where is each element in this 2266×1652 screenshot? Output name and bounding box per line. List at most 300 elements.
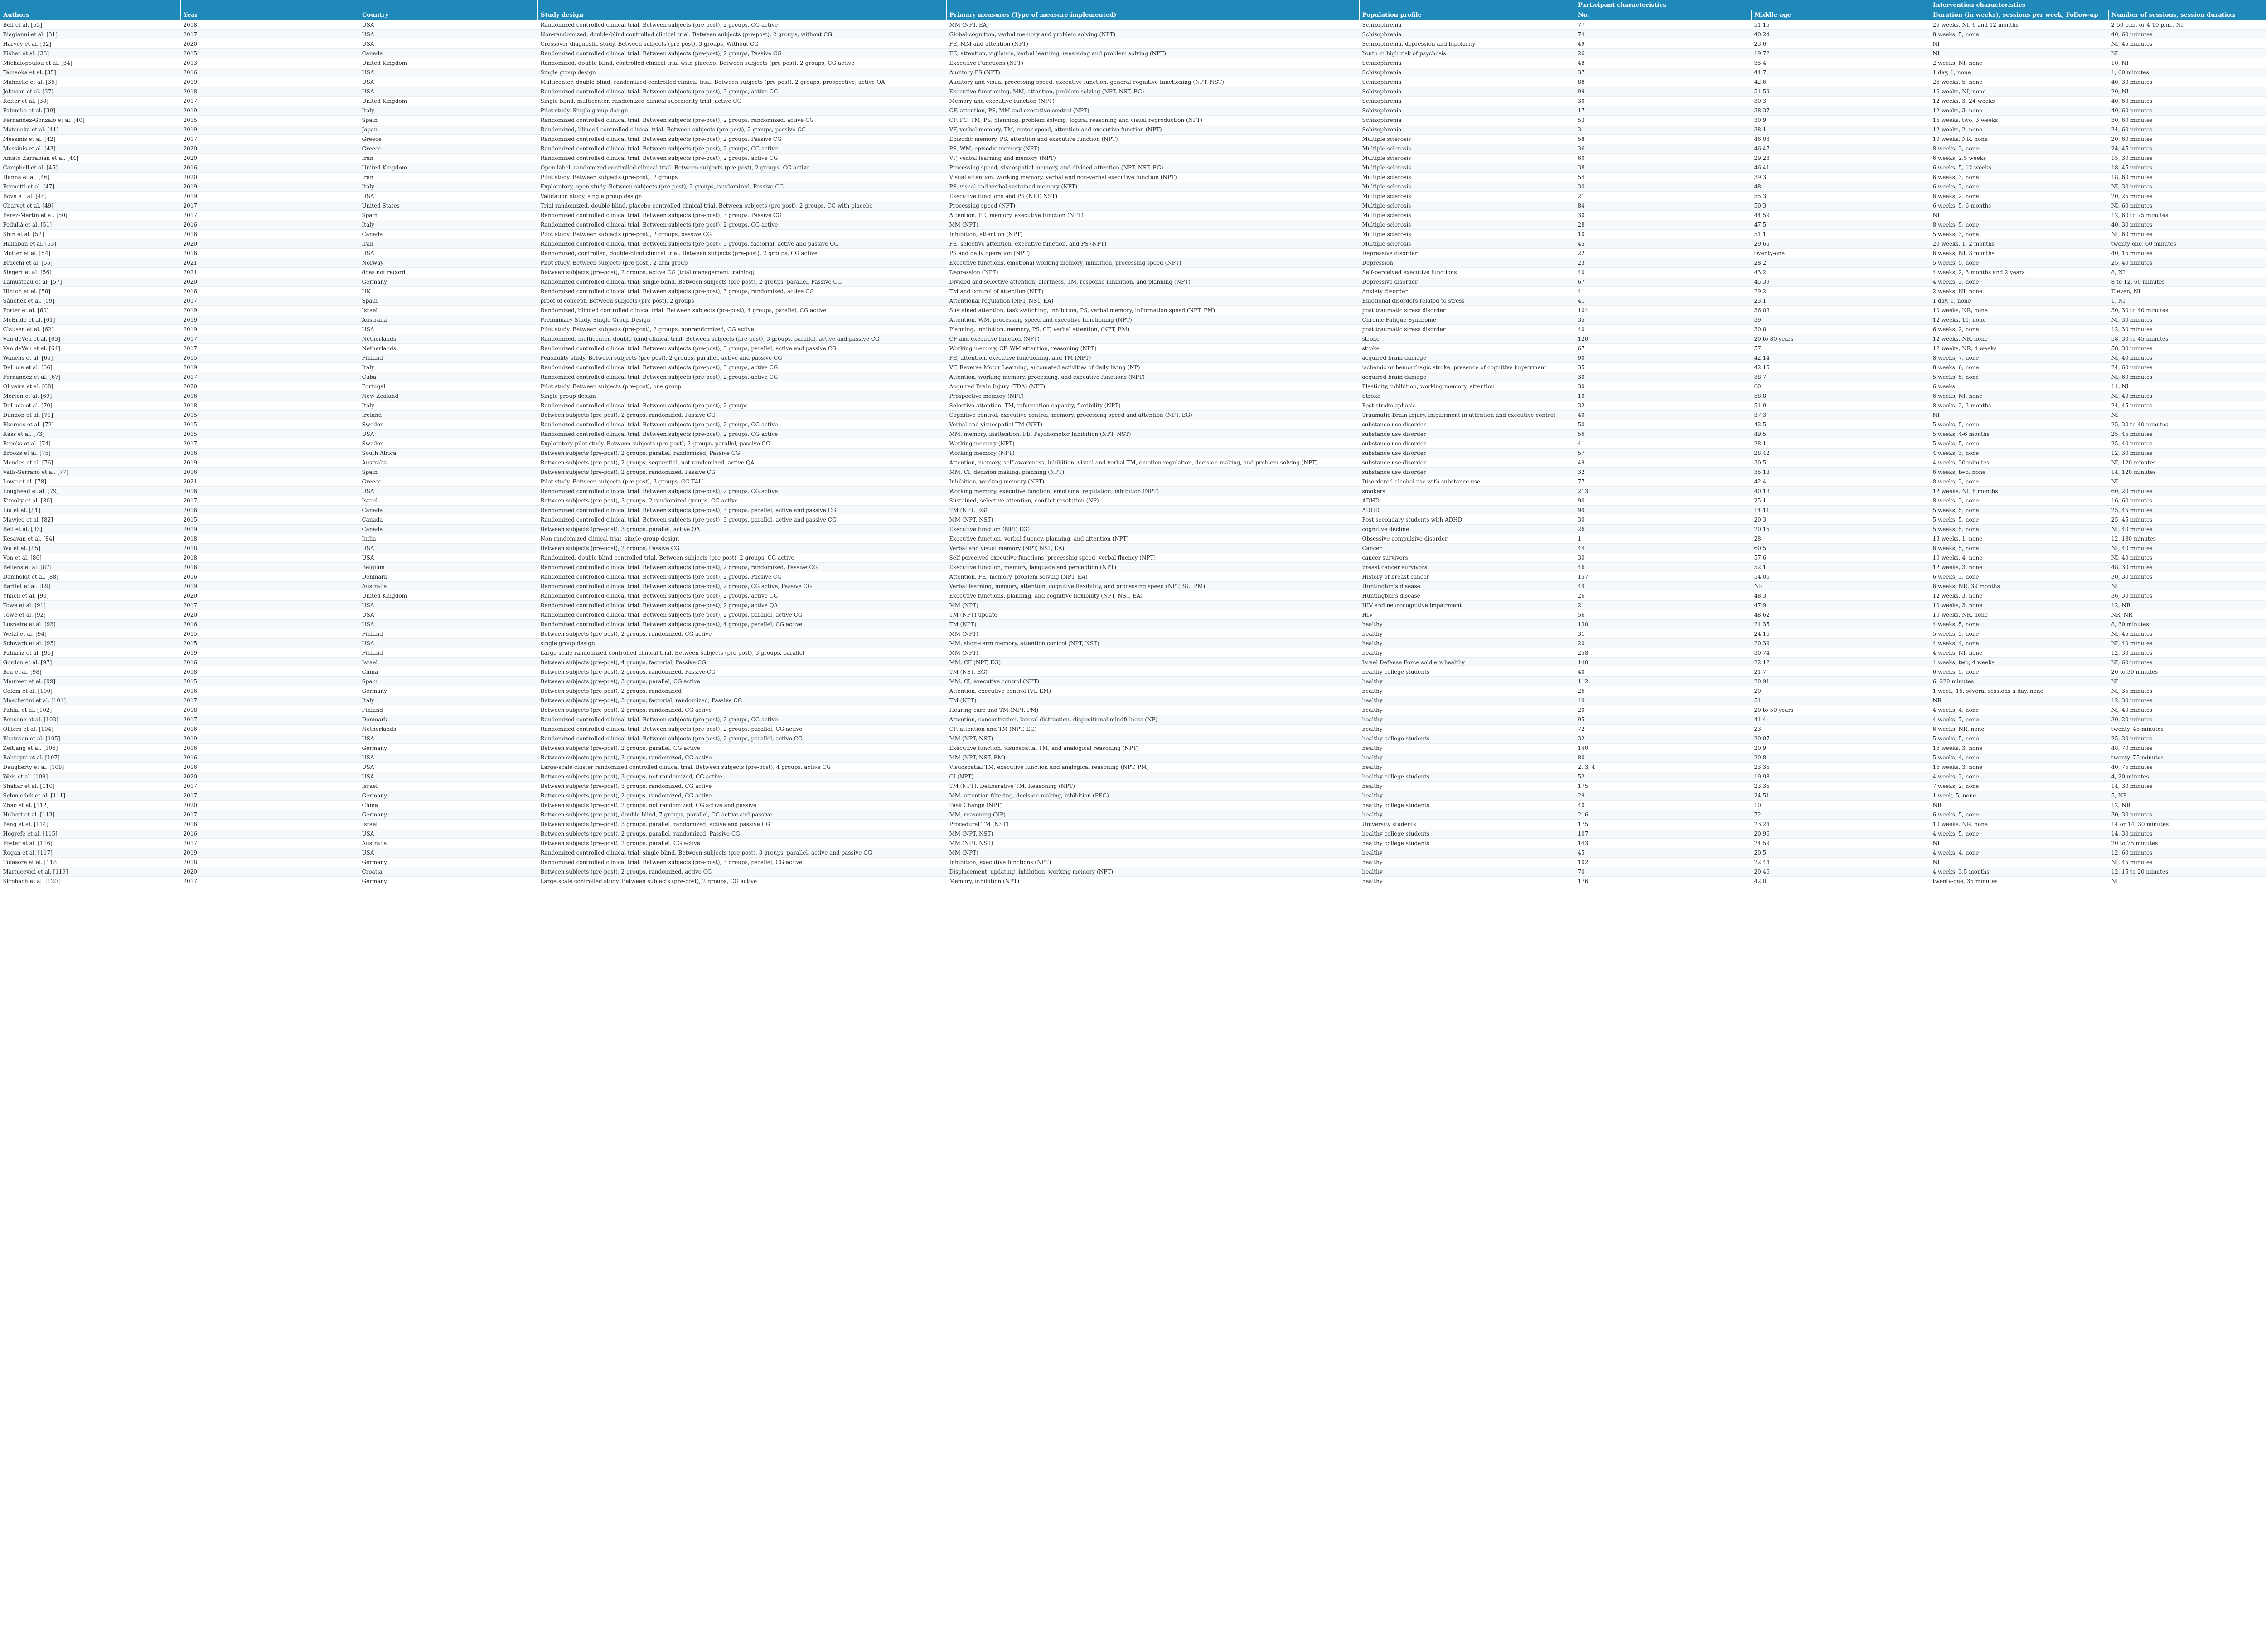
- table-row: [0, 353, 2266, 363]
- table-row: [0, 667, 2266, 677]
- year-cell: 2017: [181, 791, 359, 801]
- study-design-cell: Pilot study. Between subjects (pre-post), 2 groups, nonrandomized, CG active: [538, 325, 947, 334]
- authors-cell: Van deVen et al. [64]: [0, 344, 181, 353]
- population-profile-cell: Stroke: [1360, 391, 1575, 401]
- year-cell: 2020: [181, 610, 359, 620]
- primary-measures-cell: Executive function, memory, language and perception (NPT): [947, 563, 1360, 572]
- population-profile-cell: University students: [1360, 820, 1575, 829]
- sessions-cell: 14, 30 minutes: [2109, 829, 2266, 839]
- number-cell: 95: [1575, 715, 1752, 725]
- number-cell: 45: [1575, 239, 1752, 249]
- sessions-cell: 12, 30 minutes: [2109, 449, 2266, 458]
- duration-cell: 5 weeks, 5, none: [1930, 420, 2109, 430]
- country-cell: USA: [359, 601, 538, 610]
- table-row: [0, 744, 2266, 753]
- duration-cell: 5 weeks, 4, none: [1930, 753, 2109, 763]
- study-design-cell: Randomized controlled clinical trial. Between subjects (pre-post), 2 groups, CG active: [538, 715, 947, 725]
- study-design-cell: Between subjects (pre-post), 2 groups, randomized, Passive CG: [538, 411, 947, 420]
- population-profile-cell: healthy: [1360, 848, 1575, 858]
- duration-cell: 12 weeks, 3, none: [1930, 591, 2109, 601]
- sessions-cell: twenty, 45 minutes: [2109, 725, 2266, 734]
- population-profile-cell: Plasticity, inhibition, working memory, attention: [1360, 382, 1575, 391]
- duration-cell: 10 weeks, 4, none: [1930, 553, 2109, 563]
- authors-cell: Bellens et al. [87]: [0, 563, 181, 572]
- sessions-cell: NI: [2109, 411, 2266, 420]
- sessions-cell: NI, 60 minutes: [2109, 658, 2266, 667]
- primary-measures-cell: Working memory, executive function, emotional regulation, inhibition (NPT): [947, 487, 1360, 496]
- year-cell: 2019: [181, 848, 359, 858]
- authors-cell: Wanens et al. [65]: [0, 353, 181, 363]
- primary-measures-cell: Inhibition, working memory (NPT): [947, 477, 1360, 487]
- duration-cell: 20 weeks, 1, 2 months: [1930, 239, 2109, 249]
- population-profile-cell: Depressive disorder: [1360, 249, 1575, 258]
- authors-cell: Colom et al. [100]: [0, 686, 181, 696]
- number-cell: 84: [1575, 201, 1752, 211]
- middle-age-cell: 42.15: [1752, 363, 1930, 372]
- table-row: [0, 791, 2266, 801]
- table-row: [0, 411, 2266, 420]
- number-cell: 67: [1575, 344, 1752, 353]
- study-design-cell: Exploratory pilot study. Between subjects (pre-post), 2 groups, parallel, passive CG: [538, 439, 947, 449]
- table-row: [0, 192, 2266, 201]
- year-cell: 2017: [181, 334, 359, 344]
- study-design-cell: Randomized controlled clinical trial. Between subjects (pre-post), 3 groups, Passive CG: [538, 211, 947, 220]
- country-cell: USA: [359, 829, 538, 839]
- country-cell: USA: [359, 487, 538, 496]
- study-design-cell: Randomized controlled clinical trial. Between subjects (pre-post), 2 groups: [538, 401, 947, 411]
- population-profile-cell: History of breast cancer: [1360, 572, 1575, 582]
- year-cell: 2020: [181, 801, 359, 810]
- study-design-cell: Randomized controlled clinical trial. Between subjects (pre-post), 2 groups, parallel, CG active: [538, 725, 947, 734]
- study-design-cell: Randomized controlled clinical trial. Between subjects (pre-post), 2 groups, Passive CG: [538, 49, 947, 58]
- sessions-cell: twenty, 75 minutes: [2109, 753, 2266, 763]
- primary-measures-cell: Task Change (NPT): [947, 801, 1360, 810]
- population-profile-cell: Multiple sclerosis: [1360, 201, 1575, 211]
- primary-measures-cell: MM (NPT, NST): [947, 734, 1360, 744]
- study-design-cell: Randomized controlled clinical trial. Between subjects (pre-post), 2 groups, CG active: [538, 430, 947, 439]
- sessions-cell: 15, 30 minutes: [2109, 154, 2266, 163]
- table-row: [0, 77, 2266, 87]
- middle-age-cell: 44.59: [1752, 211, 1930, 220]
- authors-cell: Pahlanz et al. [96]: [0, 648, 181, 658]
- primary-measures-cell: PS and daily operation (NPT): [947, 249, 1360, 258]
- table-row: [0, 344, 2266, 353]
- year-cell: 2019: [181, 582, 359, 591]
- country-cell: USA: [359, 249, 538, 258]
- study-design-cell: Open-label, randomized controlled clinical trial. Between subjects (pre-post), 2 groups, CG active: [538, 163, 947, 173]
- country-cell: Israel: [359, 782, 538, 791]
- authors-cell: Mawjee et al. [82]: [0, 515, 181, 525]
- sessions-cell: 24, 60 minutes: [2109, 363, 2266, 372]
- study-design-cell: Between subjects (pre-post), 3 groups, randomized, CG active: [538, 782, 947, 791]
- number-cell: 104: [1575, 306, 1752, 315]
- primary-measures-cell: VF, verbal memory, TM, motor speed, attention and executive function (NPT): [947, 125, 1360, 135]
- primary-measures-cell: MM (NPT, NST): [947, 829, 1360, 839]
- country-cell: USA: [359, 610, 538, 620]
- sessions-cell: NI, 45 minutes: [2109, 858, 2266, 867]
- sessions-cell: 11, NI: [2109, 382, 2266, 391]
- duration-cell: 8 weeks, 6, none: [1930, 363, 2109, 372]
- primary-measures-cell: Displacement, updating, inhibition, working memory (NPT): [947, 867, 1360, 877]
- year-cell: 2015: [181, 116, 359, 125]
- number-cell: 49: [1575, 458, 1752, 468]
- year-cell: 2019: [181, 734, 359, 744]
- year-cell: 2021: [181, 268, 359, 277]
- middle-age-cell: 20.9: [1752, 744, 1930, 753]
- middle-age-cell: 20 to 50 years: [1752, 705, 1930, 715]
- year-cell: 2016: [181, 620, 359, 629]
- authors-cell: Hubert et al. [113]: [0, 810, 181, 820]
- middle-age-cell: 20.91: [1752, 677, 1930, 686]
- study-design-cell: Between subjects (pre-post), 2 groups, randomized, CG active: [538, 705, 947, 715]
- authors-cell: Hinton et al. [58]: [0, 287, 181, 296]
- number-cell: 20: [1575, 639, 1752, 648]
- number-cell: 29: [1575, 791, 1752, 801]
- duration-cell: 4 weeks, 3, none: [1930, 277, 2109, 287]
- country-cell: Denmark: [359, 572, 538, 582]
- middle-age-cell: 40.18: [1752, 487, 1930, 496]
- population-profile-cell: healthy: [1360, 705, 1575, 715]
- table-row: [0, 610, 2266, 620]
- country-cell: Italy: [359, 363, 538, 372]
- sessions-cell: 25, 45 minutes: [2109, 515, 2266, 525]
- duration-cell: NI: [1930, 839, 2109, 848]
- number-cell: 35: [1575, 363, 1752, 372]
- sessions-cell: 40, 60 minutes: [2109, 97, 2266, 106]
- sessions-cell: NI, 40 minutes: [2109, 705, 2266, 715]
- primary-measures-cell: Memory and executive function (NPT): [947, 97, 1360, 106]
- number-cell: 30: [1575, 382, 1752, 391]
- duration-cell: 6 weeks, 2, none: [1930, 192, 2109, 201]
- study-design-cell: Between subjects (pre-post), 3 groups, parallel, randomized, active and passive CG: [538, 820, 947, 829]
- sessions-cell: 12, NR: [2109, 801, 2266, 810]
- authors-cell: Liu et al. [81]: [0, 506, 181, 515]
- middle-age-cell: 51: [1752, 696, 1930, 705]
- population-profile-cell: Self-perceived executive functions: [1360, 268, 1575, 277]
- population-profile-cell: acquired brain damage: [1360, 372, 1575, 382]
- col-header-primary-measures: Primary measures (Type of measure implemented): [947, 0, 1360, 20]
- study-design-cell: Between subjects (pre-post), 3 groups, factorial, randomized, Passive CG: [538, 696, 947, 705]
- country-cell: USA: [359, 639, 538, 648]
- sessions-cell: 12, NR: [2109, 601, 2266, 610]
- authors-cell: Yhnell et al. [90]: [0, 591, 181, 601]
- duration-cell: NI: [1930, 858, 2109, 867]
- country-cell: Israel: [359, 820, 538, 829]
- sessions-cell: 2-50 p.m. or 4-10 p.m., NI: [2109, 20, 2266, 30]
- middle-age-cell: 30.3: [1752, 97, 1930, 106]
- primary-measures-cell: PS, WM, episodic memory (NPT): [947, 144, 1360, 154]
- year-cell: 2020: [181, 239, 359, 249]
- middle-age-cell: 55.3: [1752, 192, 1930, 201]
- number-cell: 46: [1575, 563, 1752, 572]
- primary-measures-cell: TM (NPT) update: [947, 610, 1360, 620]
- primary-measures-cell: Attention, WM, processing speed and executive functioning (NPT): [947, 315, 1360, 325]
- number-cell: 22: [1575, 249, 1752, 258]
- number-cell: 143: [1575, 839, 1752, 848]
- country-cell: Germany: [359, 810, 538, 820]
- number-cell: 10: [1575, 230, 1752, 239]
- authors-cell: Amato Zarrabian et al. [44]: [0, 154, 181, 163]
- year-cell: 2017: [181, 782, 359, 791]
- year-cell: 2021: [181, 258, 359, 268]
- year-cell: 2021: [181, 477, 359, 487]
- population-profile-cell: Depressive disorder: [1360, 277, 1575, 287]
- col-header-year: Year: [181, 0, 359, 20]
- middle-age-cell: 24.51: [1752, 791, 1930, 801]
- country-cell: Italy: [359, 220, 538, 230]
- year-cell: 2017: [181, 877, 359, 886]
- population-profile-cell: healthy: [1360, 858, 1575, 867]
- table-row: [0, 458, 2266, 468]
- sessions-cell: 20 to 75 minutes: [2109, 839, 2266, 848]
- duration-cell: 5 weeks, 5, none: [1930, 439, 2109, 449]
- middle-age-cell: 20 to 80 years: [1752, 334, 1930, 344]
- duration-cell: 6 weeks, 3, none: [1930, 173, 2109, 182]
- table-row: [0, 686, 2266, 696]
- primary-measures-cell: MM (NPT): [947, 629, 1360, 639]
- population-profile-cell: Schizophrenia: [1360, 20, 1575, 30]
- number-cell: 36: [1575, 144, 1752, 154]
- population-profile-cell: cognitive decline: [1360, 525, 1575, 534]
- study-design-cell: Randomized, controlled, double-blind clinical trial. Between subjects (pre-post), 2 groups, CG active: [538, 249, 947, 258]
- duration-cell: 6 weeks, NR, none: [1930, 725, 2109, 734]
- number-cell: 30: [1575, 97, 1752, 106]
- authors-cell: Von et al. [86]: [0, 553, 181, 563]
- country-cell: USA: [359, 20, 538, 30]
- duration-cell: 6 weeks, 2.5 weeks: [1930, 154, 2109, 163]
- year-cell: 2017: [181, 135, 359, 144]
- country-cell: USA: [359, 553, 538, 563]
- sessions-cell: 48, 70 minutes: [2109, 744, 2266, 753]
- duration-cell: 8 weeks, 2, none: [1930, 477, 2109, 487]
- country-cell: United States: [359, 201, 538, 211]
- sessions-cell: 30, 30 minutes: [2109, 810, 2266, 820]
- authors-cell: Porter et al. [60]: [0, 306, 181, 315]
- duration-cell: 4 weeks, 3, none: [1930, 449, 2109, 458]
- duration-cell: 8 weeks, 7, none: [1930, 353, 2109, 363]
- table-row: [0, 715, 2266, 725]
- country-cell: USA: [359, 734, 538, 744]
- authors-cell: Bove e t al. [48]: [0, 192, 181, 201]
- population-profile-cell: healthy: [1360, 648, 1575, 658]
- country-cell: Israel: [359, 658, 538, 667]
- duration-cell: 4 weeks, 3, none: [1930, 772, 2109, 782]
- number-cell: 40: [1575, 667, 1752, 677]
- study-design-cell: Non-randomized, double-blind controlled clinical trial. Between subjects (pre-post), 2 groups, without CG: [538, 30, 947, 39]
- col-header-country: Country: [359, 0, 538, 20]
- table-row: [0, 287, 2266, 296]
- duration-cell: 7 weeks, 2, none: [1930, 782, 2109, 791]
- study-design-cell: Between subjects (pre-post), 3 groups, not randomized, CG active: [538, 772, 947, 782]
- population-profile-cell: Huntington's disease: [1360, 591, 1575, 601]
- number-cell: 40: [1575, 268, 1752, 277]
- authors-cell: Kesavan et al. [84]: [0, 534, 181, 544]
- table-row: [0, 487, 2266, 496]
- sessions-cell: 30, 60 minutes: [2109, 116, 2266, 125]
- year-cell: 2015: [181, 430, 359, 439]
- primary-measures-cell: MM, CI, executive control (NPT): [947, 677, 1360, 686]
- primary-measures-cell: Processing speed, visuospatial memory, and divided attention (NPT, NST, EG): [947, 163, 1360, 173]
- sessions-cell: 40, 15 minutes: [2109, 249, 2266, 258]
- primary-measures-cell: Executive function (NPT, EG): [947, 525, 1360, 534]
- country-cell: USA: [359, 848, 538, 858]
- study-design-cell: Between subjects (pre-post), 2 groups, parallel, randomized, Passive CG: [538, 449, 947, 458]
- number-cell: 41: [1575, 439, 1752, 449]
- population-profile-cell: Depression: [1360, 258, 1575, 268]
- authors-cell: Pahlal et al. [102]: [0, 705, 181, 715]
- primary-measures-cell: Acquired Brain Injury (TDA) (NPT): [947, 382, 1360, 391]
- population-profile-cell: Multiple sclerosis: [1360, 154, 1575, 163]
- table-row: [0, 620, 2266, 629]
- study-design-cell: Between subjects (pre-post), 2 groups, Passive CG: [538, 544, 947, 553]
- population-profile-cell: Disordered alcohol use with substance use: [1360, 477, 1575, 487]
- primary-measures-cell: Memory, inhibition (NPT): [947, 877, 1360, 886]
- table-row: [0, 296, 2266, 306]
- number-cell: 44: [1575, 544, 1752, 553]
- population-profile-cell: Multiple sclerosis: [1360, 144, 1575, 154]
- sessions-cell: 60, 20 minutes: [2109, 487, 2266, 496]
- authors-cell: Wetzl et al. [94]: [0, 629, 181, 639]
- year-cell: 2016: [181, 563, 359, 572]
- middle-age-cell: 42.14: [1752, 353, 1930, 363]
- study-design-cell: Randomized controlled clinical trial. Between subjects (pre-post), 2 groups, active CG: [538, 372, 947, 382]
- study-design-cell: Randomized controlled clinical trial. Between subjects (pre-post), 2 groups, randomized, active CG: [538, 116, 947, 125]
- study-design-cell: Pilot study. Between subjects (pre-post), one group: [538, 382, 947, 391]
- table-row: [0, 725, 2266, 734]
- primary-measures-cell: FE, selective attention, executive function, and PS (NPT): [947, 239, 1360, 249]
- duration-cell: 4 weeks, 3.5 months: [1930, 867, 2109, 877]
- year-cell: 2020: [181, 39, 359, 49]
- authors-cell: Lowe et al. [78]: [0, 477, 181, 487]
- primary-measures-cell: MM (NPT): [947, 648, 1360, 658]
- country-cell: Netherlands: [359, 725, 538, 734]
- table-row: [0, 239, 2266, 249]
- country-cell: Australia: [359, 582, 538, 591]
- number-cell: 48: [1575, 58, 1752, 68]
- year-cell: 2019: [181, 325, 359, 334]
- sessions-cell: NI, 30 minutes: [2109, 182, 2266, 192]
- year-cell: 2018: [181, 544, 359, 553]
- study-design-cell: Randomized, multicenter, double-blind clinical trial. Between subjects (pre-post), 3 groups, parallel, active and passive CG: [538, 334, 947, 344]
- sessions-cell: NI, 40 minutes: [2109, 639, 2266, 648]
- year-cell: 2016: [181, 220, 359, 230]
- study-design-cell: Randomized, blinded controlled clinical trial. Between subjects (pre-post), 2 groups, passive CG: [538, 125, 947, 135]
- year-cell: 2015: [181, 515, 359, 525]
- year-cell: 2018: [181, 534, 359, 544]
- number-cell: 30: [1575, 211, 1752, 220]
- table-row: [0, 173, 2266, 182]
- country-cell: United Kingdom: [359, 58, 538, 68]
- year-cell: 2017: [181, 496, 359, 506]
- number-cell: 72: [1575, 725, 1752, 734]
- sessions-cell: 25, 40 minutes: [2109, 258, 2266, 268]
- table-row: [0, 268, 2266, 277]
- table-row: [0, 277, 2266, 287]
- table-row: [0, 325, 2266, 334]
- number-cell: 21: [1575, 192, 1752, 201]
- population-profile-cell: Schizophrenia, depression and bipolarity: [1360, 39, 1575, 49]
- primary-measures-cell: Attentional regulation (NPT, NST, EA): [947, 296, 1360, 306]
- population-profile-cell: Huntington's disease: [1360, 582, 1575, 591]
- duration-cell: NI: [1930, 411, 2109, 420]
- authors-cell: Martucevici et al. [119]: [0, 867, 181, 877]
- study-design-cell: Between subjects (pre-post), 2 groups, parallel, randomized, Passive CG: [538, 829, 947, 839]
- population-profile-cell: healthy: [1360, 791, 1575, 801]
- study-design-cell: Randomized, blinded controlled clinical trial. Between subjects (pre-post), 4 groups, parallel, CG active: [538, 306, 947, 315]
- authors-cell: Hogrefe et al. [115]: [0, 829, 181, 839]
- population-profile-cell: post traumatic stress disorder: [1360, 306, 1575, 315]
- year-cell: 2020: [181, 154, 359, 163]
- authors-cell: Bahreyni et al. [107]: [0, 753, 181, 763]
- population-profile-cell: Youth in high risk of psychosis: [1360, 49, 1575, 58]
- authors-cell: Sánchez et al. [59]: [0, 296, 181, 306]
- table-row: [0, 49, 2266, 58]
- table-row: [0, 258, 2266, 268]
- year-cell: 2016: [181, 287, 359, 296]
- sessions-cell: 20 to 30 minutes: [2109, 667, 2266, 677]
- table-row: [0, 829, 2266, 839]
- authors-cell: Bhatsson et al. [105]: [0, 734, 181, 744]
- authors-cell: Mendes et al. [76]: [0, 458, 181, 468]
- number-cell: 35: [1575, 315, 1752, 325]
- middle-age-cell: 44.7: [1752, 68, 1930, 77]
- primary-measures-cell: Visual attention, working memory, verbal and non-verbal executive function (NPT): [947, 173, 1360, 182]
- middle-age-cell: 38.37: [1752, 106, 1930, 116]
- middle-age-cell: 57: [1752, 344, 1930, 353]
- country-cell: Australia: [359, 839, 538, 848]
- study-design-cell: Randomized controlled clinical trial. Between subjects (pre-post), 2 groups, parallel, active CG: [538, 610, 947, 620]
- table-row: [0, 753, 2266, 763]
- duration-cell: 6 weeks, 5, none: [1930, 667, 2109, 677]
- sessions-cell: Eleven, NI: [2109, 287, 2266, 296]
- authors-cell: Clausen et al. [62]: [0, 325, 181, 334]
- authors-cell: Biagianni et al. [31]: [0, 30, 181, 39]
- duration-cell: 1 day, 1, none: [1930, 68, 2109, 77]
- sessions-cell: 10, NI: [2109, 58, 2266, 68]
- sessions-cell: 5, NR: [2109, 791, 2266, 801]
- duration-cell: 4 weeks, 4, none: [1930, 705, 2109, 715]
- year-cell: 2015: [181, 420, 359, 430]
- middle-age-cell: 39: [1752, 315, 1930, 325]
- sessions-cell: NI: [2109, 877, 2266, 886]
- study-design-cell: Between subjects (pre-post), 2 groups, active CG (trial management training): [538, 268, 947, 277]
- country-cell: Israel: [359, 496, 538, 506]
- country-cell: USA: [359, 544, 538, 553]
- table-row: [0, 506, 2266, 515]
- population-profile-cell: ischemic or hemorrhagic stroke, presence of cognitive impairment: [1360, 363, 1575, 372]
- number-cell: 26: [1575, 49, 1752, 58]
- primary-measures-cell: CF, attention, PS, MM and executive control (NPT): [947, 106, 1360, 116]
- study-design-cell: Randomized controlled clinical trial. Between subjects (pre-post), 3 groups, randomized, active CG: [538, 287, 947, 296]
- number-cell: 77: [1575, 477, 1752, 487]
- sessions-cell: 20, 60 minutes: [2109, 135, 2266, 144]
- authors-cell: Palumbo et al. [39]: [0, 106, 181, 116]
- country-cell: Norway: [359, 258, 538, 268]
- sessions-cell: NR, NR: [2109, 610, 2266, 620]
- authors-cell: Mahncke et al. [36]: [0, 77, 181, 87]
- number-cell: 49: [1575, 582, 1752, 591]
- number-cell: 112: [1575, 677, 1752, 686]
- population-profile-cell: Multiple sclerosis: [1360, 230, 1575, 239]
- authors-cell: Schmiedek et al. [111]: [0, 791, 181, 801]
- study-design-cell: Randomized controlled clinical trial. Between subjects (pre-post), 2 groups, CG active, Passive CG: [538, 582, 947, 591]
- middle-age-cell: 28.42: [1752, 449, 1930, 458]
- population-profile-cell: healthy: [1360, 639, 1575, 648]
- middle-age-cell: 29.65: [1752, 239, 1930, 249]
- middle-age-cell: 30.9: [1752, 116, 1930, 125]
- table-row: [0, 154, 2266, 163]
- table-row: [0, 420, 2266, 430]
